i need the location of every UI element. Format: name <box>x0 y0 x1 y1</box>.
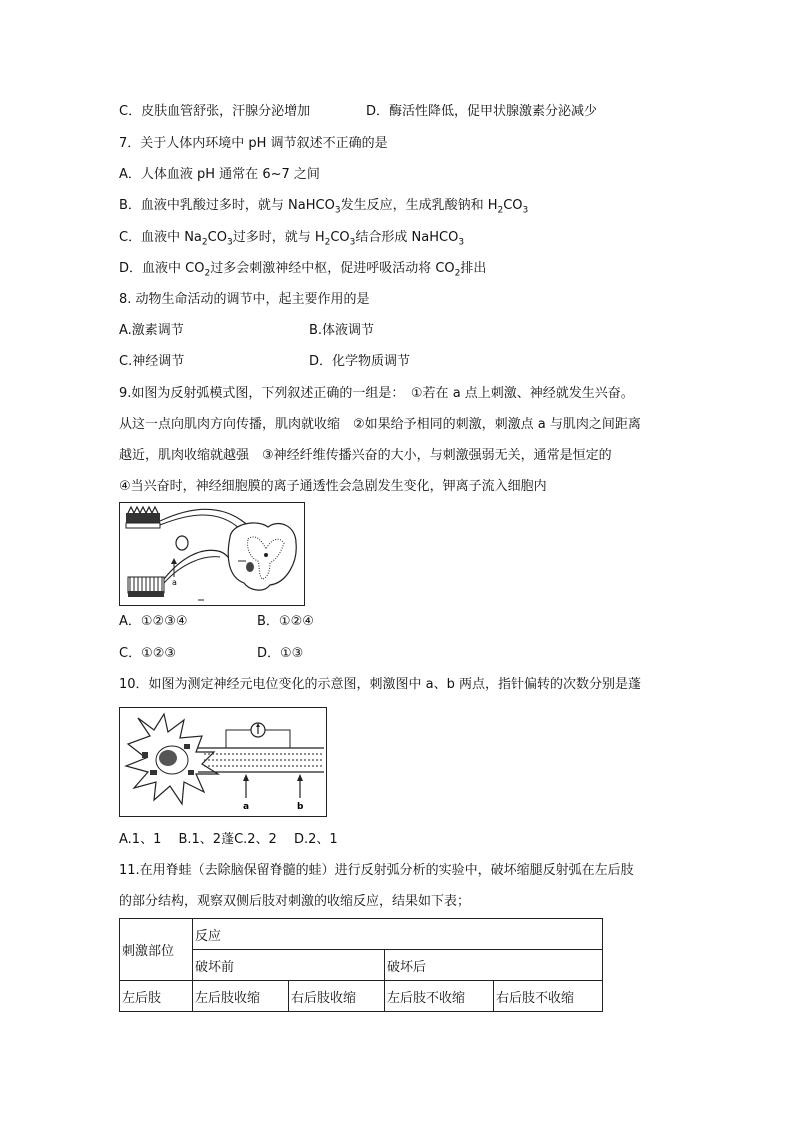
cell-after-right: 右后肢不收缩 <box>494 981 603 1012</box>
cell-before-right: 右后肢收缩 <box>289 981 385 1012</box>
q11-results-table <box>119 918 603 1012</box>
galvanometer-icon <box>226 723 290 748</box>
q7-option-d-text2: 过多会刺激神经中枢，促进呼吸活动将 CO <box>210 261 455 276</box>
q7-option-c-text2: CO <box>207 230 227 245</box>
q7-option-d <box>119 260 486 283</box>
header-after: 破坏后 <box>385 950 603 981</box>
arrow-up-icon <box>297 774 303 781</box>
q11-stem-line1: 11.在用脊蛙（去除脑保留脊髓的蛙）进行反射弧分析的实验中，破坏缩腿反射弧在左后肢 <box>119 863 634 878</box>
figure-label-a: a <box>172 578 177 587</box>
table-row <box>120 919 603 950</box>
muscle-icon <box>128 577 164 597</box>
q7-option-c-text5: 结合形成 NaHCO <box>355 230 459 245</box>
q7-option-c <box>119 229 464 252</box>
q10-stem: 10．如图为测定神经元电位变化的示意图，刺激图中 a、b 两点，指针偏转的次数分别是蓬 <box>119 677 642 692</box>
q8-option-d: D．化学物质调节 <box>309 354 411 369</box>
q6-option-d: D．酶活性降低，促甲状腺激素分泌减少 <box>366 104 598 119</box>
q6-option-c: C．皮肤血管舒张，汗腺分泌增加 <box>119 104 311 119</box>
axon-icon <box>198 748 324 772</box>
q7-option-a: A．人体血液 pH 通常在 6~7 之间 <box>119 167 320 182</box>
q9-option-d: D．①③ <box>257 646 304 661</box>
q9-option-a: A．①②③④ <box>119 614 188 629</box>
receptor-icon <box>126 507 160 528</box>
q8-option-b: B.体液调节 <box>309 323 375 338</box>
q9-stem-line3: 越近，肌肉收缩就越强 ③神经纤维传播兴奋的大小，与刺激强弱无关，通常是恒定的 <box>119 448 612 463</box>
cell-site: 左后肢 <box>120 981 193 1012</box>
subscript: 3 <box>522 205 529 216</box>
subscript: 2 <box>454 268 461 279</box>
subscript: 2 <box>324 237 331 248</box>
q7-option-d-text: D．血液中 CO <box>119 261 205 276</box>
q9-stem-line2: 从这一点向肌肉方向传播，肌肉就收缩 ②如果给予相同的刺激，刺激点 a 与肌肉之间距离 <box>119 417 641 432</box>
q7-option-c-text4: CO <box>330 230 350 245</box>
figure-label-b: b <box>297 802 304 812</box>
subscript: 3 <box>349 237 356 248</box>
neuron-potential-figure <box>119 707 327 817</box>
q9-stem-line1: 9.如图为反射弧模式图，下列叙述正确的一组是： ①若在 a 点上刺激、神经就发生兴奋。 <box>119 386 634 401</box>
header-before: 破坏前 <box>193 950 385 981</box>
q8-option-c: C.神经调节 <box>119 354 185 369</box>
q7-option-c-text3: 过多时，就与 H <box>232 230 325 245</box>
spinal-cord-icon <box>228 523 296 590</box>
q9-stem-line4: ④当兴奋时，神经细胞膜的离子通透性会急剧发生变化，钾离子流入细胞内 <box>119 479 547 494</box>
q9-option-c: C．①②③ <box>119 646 177 661</box>
q10-options: A.1、1 B.1、2蓬C.2、2 D.2、1 <box>119 832 338 847</box>
q7-option-b-text2: 发生反应，生成乳酸钠和 H <box>340 198 498 213</box>
q11-stem-line2: 的部分结构，观察双侧后肢对刺激的收缩反应，结果如下表； <box>119 894 471 909</box>
arrow-up-icon <box>243 774 249 781</box>
q7-option-b <box>119 197 528 220</box>
figure-label-a: a <box>243 802 250 812</box>
q9-option-b: B．①②④ <box>257 614 314 629</box>
q7-option-b-text: B．血液中乳酸过多时，就与 NaHCO <box>119 198 335 213</box>
q7-option-c-text: C．血液中 Na <box>119 230 202 245</box>
q7-stem: 7．关于人体内环境中 pH 调节叙述不正确的是 <box>119 136 388 151</box>
header-stimulus-site: 刺激部位 <box>120 919 193 981</box>
q8-option-a: A.激素调节 <box>119 323 184 338</box>
table-row <box>120 981 603 1012</box>
q7-option-b-text3: CO <box>503 198 523 213</box>
subscript: 2 <box>497 205 504 216</box>
q8-stem: 8. 动物生命活动的调节中，起主要作用的是 <box>119 292 370 307</box>
q7-option-d-text3: 排出 <box>460 261 487 276</box>
subscript: 3 <box>226 237 233 248</box>
table-row <box>120 950 603 981</box>
neuron-diagram <box>120 708 326 816</box>
cell-before-left: 左后肢收缩 <box>193 981 289 1012</box>
subscript: 2 <box>201 237 208 248</box>
subscript: 3 <box>334 205 341 216</box>
cell-after-left: 左后肢不收缩 <box>385 981 494 1012</box>
subscript: 3 <box>458 237 465 248</box>
ganglion-icon <box>176 536 188 550</box>
reflex-arc-figure <box>119 502 305 606</box>
subscript: 2 <box>204 268 211 279</box>
header-response: 反应 <box>193 919 603 950</box>
reflex-arc-diagram <box>120 503 304 605</box>
neuron-body-icon <box>126 714 218 804</box>
